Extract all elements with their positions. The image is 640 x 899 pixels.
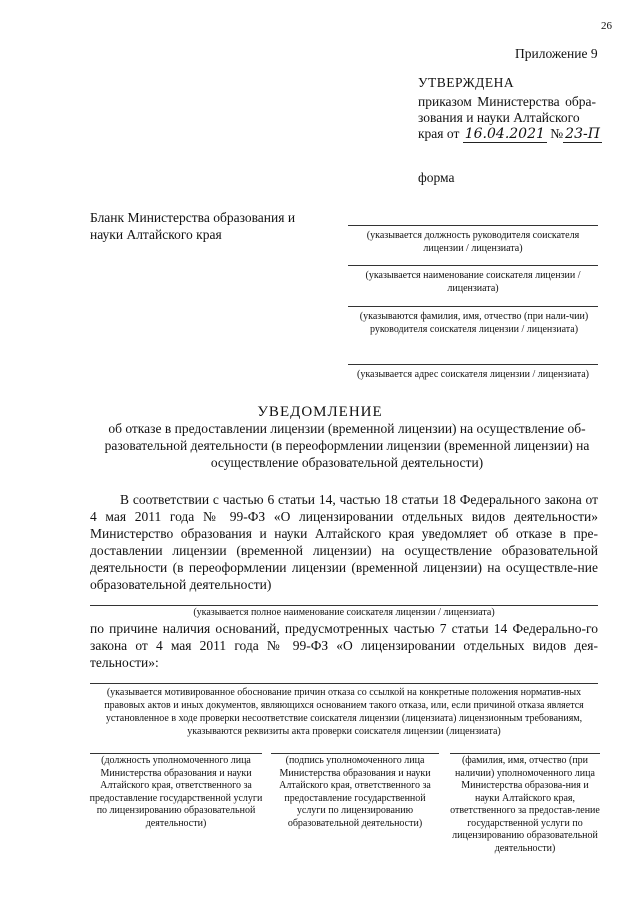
notice-paragraph-1: В соответствии с частью 6 статьи 14, частью 18 статьи 18 Федерального закона от 4 мая 2011 года № 99-ФЗ «О лицензировании отдельных видов деятельности» Министерство образования и науки Алтайского края уведомляет об отказе в пре-доставлении лицензии (временной лицензии) на осуществление образовательной деятельности (в переоформлении лицензии (временной лицензии) на осуществле-ние образовательной деятельности) bbox=[90, 492, 598, 592]
recipient-head-caption: (указываются фамилия, имя, отчество (при нали-чии) руководителя соискателя лицензии / лицензиата) bbox=[359, 311, 589, 335]
form-label: форма bbox=[418, 170, 455, 185]
reasons-line bbox=[90, 683, 598, 684]
signature-fullname-line bbox=[450, 753, 600, 754]
signature-position-caption: (должность уполномоченного лица Министерства образования и науки Алтайского края, ответственного за предоставление государственной услуги по лицензированию образовательной деятельности) bbox=[89, 755, 263, 829]
signature-sign-caption: (подпись уполномоченного лица Министерства образования и науки Алтайского края, ответственного за предоставление государственной услуги по лицензированию образовательной деятельности) bbox=[279, 755, 431, 829]
recipient-address-caption: (указывается адрес соискателя лицензии / лицензиата) bbox=[357, 369, 589, 380]
appendix-label: Приложение 9 bbox=[515, 46, 598, 61]
signature-fullname-caption: (фамилия, имя, отчество (при наличии) уполномоченного лица Министерства образова-ния и науки Алтайского края, ответственного за предостав-ление государственной услуги по лицензированию образовательной деятельности) bbox=[450, 755, 600, 854]
reasons-caption: (указывается мотивированное обоснование причин отказа со ссылкой на конкретные положения норматив-ных правовых актов и иных документов, являющихся основанием такого отказа, или, если причиной отказа является установленное в ходе проверки несоответствие соискателя лицензии (лицензиата) лицензионным требованиям, указываются реквизиты акта проверки соискателя лицензии (лицензиата) bbox=[104, 687, 584, 737]
licensee-name-caption: (указывается полное наименование соискателя лицензии / лицензиата) bbox=[193, 607, 495, 618]
approval-order-text: приказом Министерства обра-зования и науки Алтайского bbox=[418, 94, 596, 125]
approval-region-prefix: края от bbox=[418, 126, 460, 141]
signature-position-line bbox=[90, 753, 262, 754]
recipient-head-line bbox=[348, 306, 598, 307]
recipient-name-line bbox=[348, 265, 598, 266]
notice-title: УВЕДОМЛЕНИЕ bbox=[257, 404, 383, 420]
letterhead-placeholder: Бланк Министерства образования и науки Алтайского края bbox=[90, 210, 296, 242]
recipient-position-line bbox=[348, 225, 598, 226]
recipient-name-caption: (указывается наименование соискателя лицензии / лицензиата) bbox=[365, 270, 581, 294]
approval-number-handwritten: 23-П bbox=[565, 126, 600, 142]
approval-date-line bbox=[418, 126, 602, 143]
recipient-address-line bbox=[348, 364, 598, 365]
signature-sign-line bbox=[271, 753, 439, 754]
page-number: 26 bbox=[601, 20, 612, 32]
approval-number-prefix: № bbox=[550, 126, 564, 141]
approval-date-handwritten: 16.04.2021 bbox=[464, 126, 545, 142]
approved-stamp-text: УТВЕРЖДЕНА bbox=[418, 75, 515, 90]
notice-paragraph-2: по причине наличия оснований, предусмотренных частью 7 статьи 14 Федерально-го закона от 4 мая 2011 года № 99-ФЗ «О лицензировании отдельных видов дея-тельности»: bbox=[90, 621, 598, 670]
recipient-position-caption: (указывается должность руководителя соискателя лицензии / лицензиата) bbox=[366, 230, 580, 254]
notice-subtitle: об отказе в предоставлении лицензии (временной лицензии) на осуществление об-разовательной деятельности (в переоформлении лицензии (временной лицензии) на осуществление образовательной деятельности) bbox=[104, 421, 590, 470]
